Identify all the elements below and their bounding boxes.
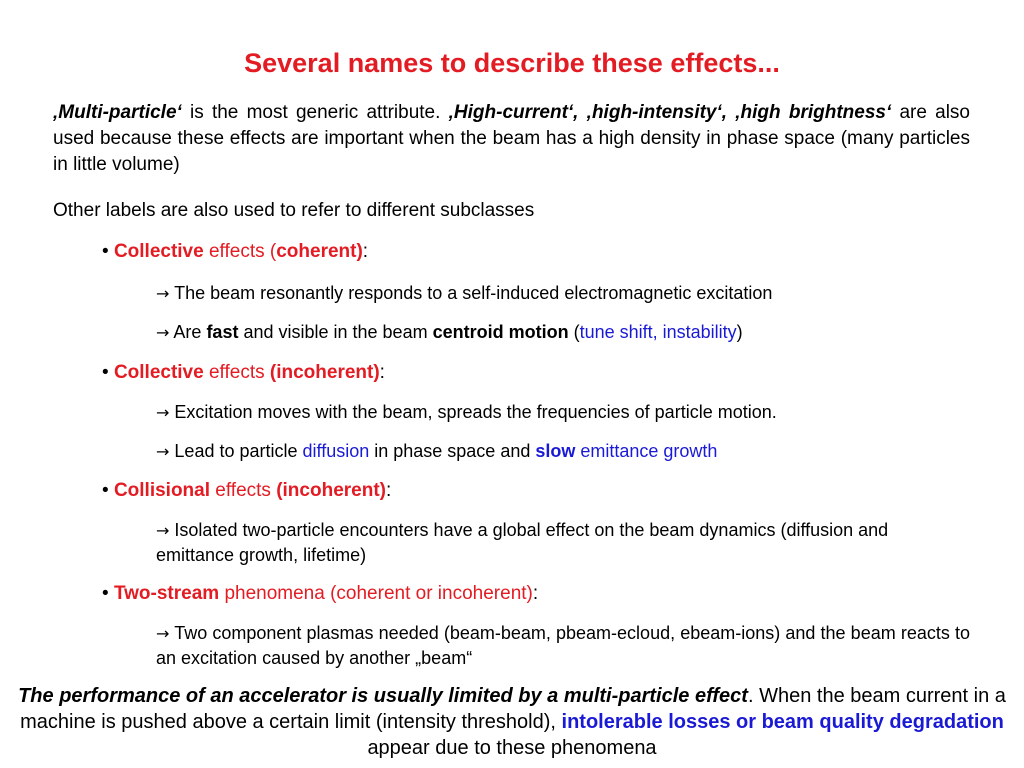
bullet-collective-coherent <box>102 240 368 264</box>
bullet-keyword: Collective <box>113 362 204 383</box>
bullet-keyword: Collective <box>113 241 204 262</box>
sub-item-text: Isolated two-particle encounters have a global effect on the beam dynamics (diffusion and emittance growth, lifetime) <box>156 520 889 565</box>
conclusion-text <box>10 683 1014 761</box>
arrow-icon: → <box>156 284 170 303</box>
bullet-marker: • <box>102 362 109 383</box>
arrow-icon: → <box>156 624 170 643</box>
emittance-growth-term: emittance growth <box>575 441 718 461</box>
bullet-text: effects <box>210 480 277 501</box>
intro-text-1: is the most generic attribute. <box>181 102 449 123</box>
bullet-qualifier: coherent) <box>276 241 363 262</box>
sub-item-text: and visible in the beam <box>238 322 433 342</box>
fast-term: fast <box>206 322 239 342</box>
sub-item-text: The beam resonantly responds to a self-induced electromagnetic excitation <box>174 283 773 303</box>
bullet-marker: • <box>102 241 109 262</box>
arrow-icon: → <box>156 403 170 422</box>
bullet-colon: : <box>532 583 539 604</box>
centroid-motion-term: centroid motion <box>432 322 569 342</box>
losses-term: intolerable losses or beam quality degradation <box>561 711 1004 733</box>
bullet-two-stream <box>102 582 538 606</box>
bullet-collisional <box>102 479 391 503</box>
bullet-colon: : <box>385 480 392 501</box>
bullet-collective-incoherent <box>102 361 385 385</box>
slide-title: Several names to describe these effects... <box>244 48 780 78</box>
bullet-text: phenomena (coherent or incoherent) <box>219 583 533 604</box>
sub-item-text: in phase space and <box>369 441 536 461</box>
paren-close: ) <box>736 322 743 342</box>
bullet-text: effects <box>203 362 270 383</box>
sub-item-text: Excitation moves with the beam, spreads the frequencies of particle motion. <box>174 402 777 422</box>
multi-particle-term: ‚Multi-particle‘ <box>53 102 182 123</box>
sub-item-text: Lead to particle <box>174 441 303 461</box>
sub-item-text: Two component plasmas needed (beam-beam, pbeam-ecloud, ebeam-ions) and the beam reacts to an excitation caused by another „beam“ <box>156 623 970 668</box>
conclusion-body: . When the beam current in a machine is pushed above a certain limit (intensity threshold), <box>20 685 1006 733</box>
intro-text-2: are also used because these effects are important when the beam has a high density in phase space (many particles in little volume) <box>53 102 971 175</box>
bullet-colon: : <box>362 241 369 262</box>
sub-item <box>156 400 970 425</box>
sub-item <box>156 518 970 567</box>
bullet-marker: • <box>102 583 109 604</box>
sub-item <box>156 320 970 345</box>
sub-item <box>156 281 970 306</box>
paren-open: ( <box>568 322 580 342</box>
bullet-keyword: Two-stream <box>113 583 220 604</box>
conclusion-emphasis: The performance of an accelerator is usually limited by a multi-particle effect <box>18 685 748 707</box>
arrow-icon: → <box>156 521 170 540</box>
tune-shift-term: tune shift, instability <box>579 322 737 342</box>
bullet-colon: : <box>379 362 385 383</box>
other-labels-text: Other labels are also used to refer to different subclasses <box>53 200 535 221</box>
intro-paragraph <box>53 100 970 178</box>
sub-item <box>156 439 970 464</box>
sub-item-text: Are <box>173 322 207 342</box>
conclusion-end: appear due to these phenomena <box>367 737 657 759</box>
bullet-qualifier: (incoherent) <box>269 362 380 383</box>
bullet-text: effects ( <box>203 241 277 262</box>
arrow-icon: → <box>156 442 170 461</box>
diffusion-term: diffusion <box>302 441 370 461</box>
bullet-qualifier: (incoherent) <box>276 480 386 501</box>
sub-item <box>156 621 970 670</box>
high-current-terms: ‚High-current‘, ‚high-intensity‘, ‚high brightness‘ <box>448 102 892 123</box>
slow-term: slow <box>535 441 576 461</box>
bullet-keyword: Collisional <box>113 480 211 501</box>
arrow-icon: → <box>156 323 170 342</box>
bullet-marker: • <box>102 480 109 501</box>
